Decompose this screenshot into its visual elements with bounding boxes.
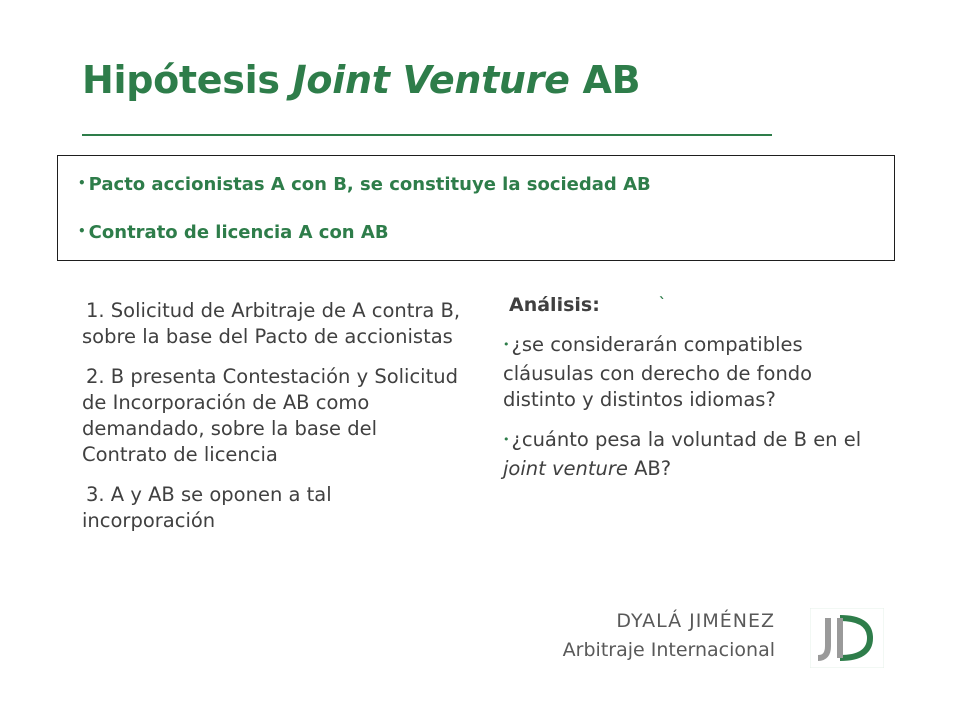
author-subtitle: Arbitraje Internacional bbox=[562, 639, 775, 661]
author-block bbox=[563, 607, 775, 665]
bullet-icon: • bbox=[78, 176, 86, 190]
author-name: DYALÁ JIMÉNEZ bbox=[616, 610, 775, 632]
procedure-step: 2. B presenta Contestación y Solicitud de Incorporación de AB como demandado, sobre la base del Contrato de licencia bbox=[82, 365, 458, 466]
title-italic: Joint Venture bbox=[292, 58, 570, 102]
title-part1: Hipótesis bbox=[82, 58, 280, 102]
tick-mark-icon: ` bbox=[659, 296, 666, 312]
bullet-icon: • bbox=[78, 224, 86, 238]
summary-box bbox=[57, 155, 895, 261]
analysis-heading: Análisis: ` bbox=[509, 294, 666, 316]
bullet-icon: • bbox=[503, 338, 510, 351]
analysis-section bbox=[503, 294, 868, 496]
title-part2: AB bbox=[582, 58, 641, 102]
title-underline bbox=[82, 134, 772, 136]
page-title bbox=[82, 58, 640, 102]
procedure-step: 3. A y AB se oponen a tal incorporación bbox=[82, 483, 332, 532]
procedure-list bbox=[82, 298, 467, 548]
summary-item: • Contrato de licencia A con AB bbox=[78, 222, 389, 243]
analysis-question: • ¿se considerarán compatibles cláusulas con derecho de fondo distinto y distintos idiomas? bbox=[503, 333, 813, 411]
procedure-step: 1. Solicitud de Arbitraje de A contra B, sobre la base del Pacto de accionistas bbox=[82, 299, 461, 348]
dj-logo-icon bbox=[810, 608, 884, 668]
analysis-question: • ¿cuánto pesa la voluntad de B en el joint venture AB? bbox=[503, 428, 862, 480]
summary-item: • Pacto accionistas A con B, se constituye la sociedad AB bbox=[78, 174, 651, 195]
bullet-icon: • bbox=[503, 433, 510, 446]
